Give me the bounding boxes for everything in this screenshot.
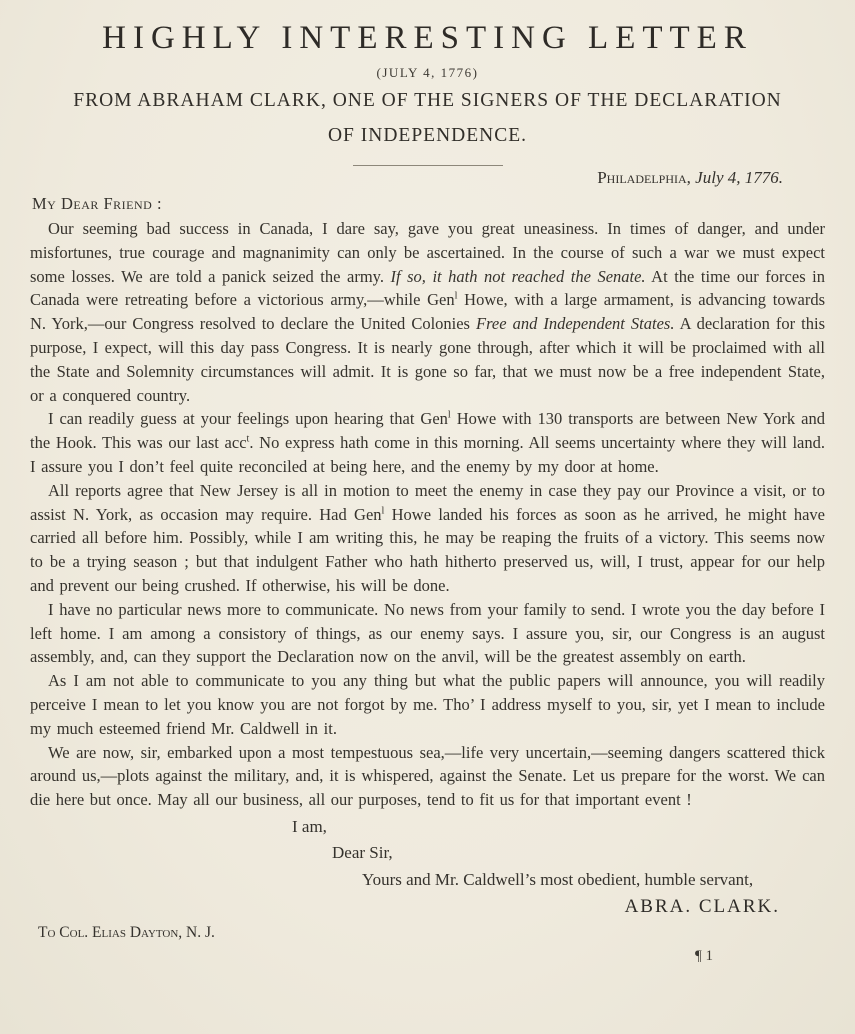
paragraph-1-seg-0: Our seeming bad success in Canada, I dare say, gave you great uneasiness. In times of danger, and under misfortunes, true courage and magnanimity can only be ascertained. In the course of such a war we must expect some losses. We are told a panick seized the army.: [30, 219, 825, 286]
letter-subtitle-line-2: OF INDEPENDENCE.: [327, 125, 528, 146]
closing-line-i-am: I am,: [292, 816, 327, 836]
paragraph-4: [30, 598, 825, 669]
paragraph-3: [30, 479, 825, 598]
paragraph-2-superscript-1: l: [447, 409, 451, 421]
letter-date: July 4, 1776.: [695, 168, 783, 187]
paragraph-2-seg-2: Howe with 130 transports are between New York and the Hook. This was our last acc: [30, 409, 825, 453]
letter-footer: [30, 923, 825, 966]
paragraph-2-superscript-2: t: [246, 433, 250, 445]
decorative-rule: [353, 165, 503, 166]
printers-signature-mark: ¶ 1: [694, 948, 713, 965]
closing-block: [30, 814, 825, 922]
paragraph-3-superscript: l: [381, 505, 385, 517]
paragraph-6: [30, 741, 825, 812]
paragraph-1: [30, 217, 825, 407]
paragraph-5: [30, 669, 825, 740]
place-name: Philadelphia,: [597, 168, 691, 187]
paragraph-1-superscript: l: [454, 290, 458, 302]
paragraph-2-seg-0: I can readily guess at your feelings upon hearing that Gen: [48, 409, 448, 429]
letter-title: HIGHLY INTERESTING LETTER: [102, 20, 753, 56]
paragraph-1-seg-4: Howe, with a large armament, is advancing towards N. York,—our Congress resolved to declare the United Colonies: [30, 290, 825, 334]
closing-line-dear-sir: Dear Sir,: [332, 843, 393, 863]
letter-date-parenthetical: (JULY 4, 1776): [376, 65, 479, 80]
letter-subtitle-line-1: FROM ABRAHAM CLARK, ONE OF THE SIGNERS OF THE DECLARATION: [73, 90, 782, 111]
paragraph-5-text: As I am not able to communicate to you any thing but what the public papers will announce, you will readily perceive I mean to let you know you are not forgot by me. Tho’ I address myself to you, sir, yet I mean to include my much esteemed friend Mr. Caldwell in it.: [30, 671, 825, 738]
signature-name: ABRA. CLARK.: [624, 896, 780, 918]
paragraph-1-italic-2: Free and Independent States.: [476, 314, 675, 334]
paragraph-1-seg-2: At the time our forces in Canada were retreating before a victorious army,—while Gen: [30, 266, 825, 310]
addressee-line: To Col. Elias Dayton, N. J.: [38, 924, 215, 942]
salutation: My Dear Friend :: [32, 194, 163, 213]
paragraph-2-seg-4: . No express hath come in this morning. All seems uncertainty where they will land. I assure you I don’t feel quite reconciled at being here, and the enemy by my door at home.: [30, 433, 825, 476]
paragraph-1-seg-6: A declaration for this purpose, I expect, will this day pass Congress. It is nearly gone through, after which it will be proclaimed with all the State and Solemnity circumstances will admit. It is gone so far, that we must now be a free independent State, or a conquered country.: [30, 314, 826, 405]
paragraph-2: [30, 407, 825, 478]
paragraph-6-text: We are now, sir, embarked upon a most tempestuous sea,—life very uncertain,—seeming dangers scattered thick around us,—plots against the military, and, it is whispered, against the Senate. Let us prepare for the worst. We can die here but once. May all our business, all our purposes, tend to fit us for that important event !: [30, 742, 825, 810]
paragraph-4-text: I have no particular news more to communicate. No news from your family to send. I wrote you the day before I left home. I am among a consistory of things, as our enemy says. I assure you, sir, our Congress is an august assembly, and, can they support the Declaration now on the anvil, will be the greatest assembly on earth.: [30, 599, 825, 667]
place-date-line: [30, 168, 825, 192]
paragraph-1-italic-1: If so, it hath not reached the Senate.: [390, 266, 646, 286]
paragraph-3-seg-0: All reports agree that New Jersey is all in motion to meet the enemy in case they pay our Province a visit, or to assist N. York, as occasion may require. Had Gen: [30, 480, 825, 524]
paragraph-3-seg-2: Howe landed his forces as soon as he arrived, he might have carried all before him. Possibly, while I am writing this, he may be reaping the fruits of a victory. This seems now to be a trying season ; but that indulgent Father who hath hitherto preserved us, will, I trust, appear for our help and prevent our being crushed. If otherwise, his will be done.: [30, 504, 825, 595]
closing-line-valediction: Yours and Mr. Caldwell’s most obedient, humble servant,: [362, 869, 754, 889]
